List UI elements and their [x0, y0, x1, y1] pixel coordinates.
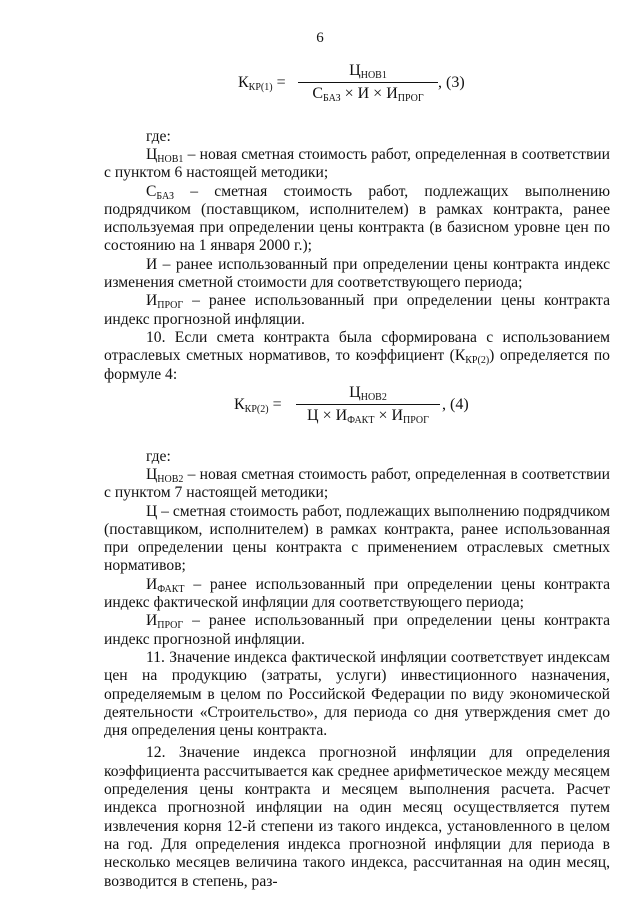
formula-3-fraction — [298, 62, 438, 103]
formula-3-number: , (3) — [438, 74, 465, 91]
fraction-bar — [296, 404, 440, 405]
formula-4-numerator: $Ц_{НОВ2}$ — [349, 384, 387, 403]
fraction-bar — [298, 82, 438, 83]
formula-4-number: , (4) — [442, 396, 469, 413]
definition-item: $И_{ФАКТ}$ – ранее использованный при определении цены контракта индекс фактической инфляции для соответствующего периода; — [104, 575, 610, 612]
definition-item: И – ранее использованный при определении цены контракта индекс изменения сметной стоимости для соответствующего периода; — [104, 255, 610, 292]
formula-4 — [0, 384, 640, 428]
definition-item: $И_{ПРОГ}$ – ранее использованный при определении цены контракта индекс прогнозной инфляции. — [104, 612, 610, 648]
definition-item: $С_{БАЗ}$ – сметная стоимость работ, подлежащих выполнению подрядчиком (поставщиком, исполнителем) в рамках контракта, ранее используемая при определении цены контракта (в базисном уровне цен по состоянию на 1 января 2000 г.); — [104, 182, 610, 255]
definition-item: $И_{ПРОГ}$ – ранее использованный при определении цены контракта индекс прогнозной инфляции. — [104, 292, 610, 328]
formula-3-numerator: $Ц_{НОВ1}$ — [349, 62, 387, 81]
where-label-1: где: — [146, 128, 171, 145]
definitions-2 — [104, 466, 610, 891]
definitions-1 — [104, 146, 610, 384]
paragraph-11: 11. Значение индекса фактической инфляции соответствует индексам цен на продукцию (затраты, услуги) инвестиционного назначения, определяемым в целом по Российской Федерации по виду экономической деятельности «Строительство», для периода со дня утверждения смет до дня определения цены контракта. — [104, 648, 610, 740]
paragraph-10: 10. Если смета контракта была сформирована с использованием отраслевых сметных нормативов, то коэффициент $(К_{КР(2)})$ определяется по формуле 4: — [104, 328, 610, 383]
formula-3 — [0, 62, 640, 106]
formula-4-denominator: $Ц \times И_{ФАКТ} \times И_{ПРОГ}$ — [307, 407, 429, 426]
where-label-2: где: — [146, 448, 171, 465]
page-number: 6 — [316, 30, 324, 46]
paragraph-12: 12. Значение индекса прогнозной инфляции для определения коэффициента рассчитывается как среднее арифметическое между месяцем определения цены контракта и месяцем выполнения расчета. Расчет индекса прогнозной инфляции на один месяц осуществляется путем извлечения корня 12-й степени из такого индекса, установленного в целом на год. Для определения индекса прогнозной инфляции для периода в несколько месяцев величина такого индекса, рассчитанная на один месяц, возводится в степень, раз- — [104, 744, 610, 890]
definition-item: $Ц_{НОВ1}$ – новая сметная стоимость работ, определенная в соответствии с пунктом 6 настоящей методики; — [104, 146, 610, 182]
definition-item: Ц – сметная стоимость работ, подлежащих выполнению подрядчиком (поставщиком, исполнителем) в рамках контракта, ранее использованная при определении цены контракта с применением отраслевых сметных нормативов; — [104, 502, 610, 575]
formula-3-denominator: $С_{БАЗ} \times И \times И_{ПРОГ}$ — [312, 85, 424, 104]
formula-3-lhs: $К_{КР(1)}$ = — [238, 74, 286, 93]
formula-4-lhs: $К_{КР(2)}$ = — [234, 396, 282, 415]
formula-4-fraction — [296, 384, 440, 425]
definition-item: $Ц_{НОВ2}$ – новая сметная стоимость работ, определенная в соответствии с пунктом 7 настоящей методики; — [104, 466, 610, 502]
